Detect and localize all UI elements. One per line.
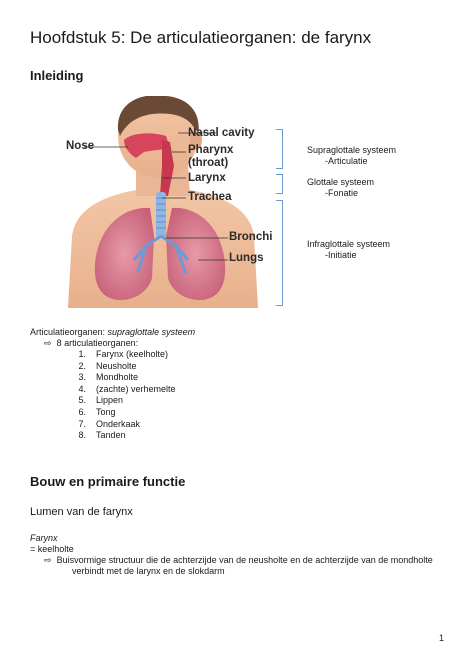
system-function-articulatie: -Articulatie xyxy=(325,156,368,166)
bracket-infraglottal xyxy=(276,200,283,306)
page-number: 1 xyxy=(439,633,445,643)
list-item xyxy=(72,349,176,361)
label-bronchi: Bronchi xyxy=(229,231,273,243)
articulation-organs-line: Articulatieorganen: supraglottale systeem xyxy=(30,327,196,337)
list-item xyxy=(72,372,176,384)
list-item-number: 8. xyxy=(78,430,86,441)
label-nasal-cavity: Nasal cavity xyxy=(188,127,255,139)
label-larynx: Larynx xyxy=(188,172,226,184)
system-name-glottal: Glottale systeem xyxy=(307,177,375,187)
system-function-fonatie: -Fonatie xyxy=(325,188,359,198)
bracket-glottal xyxy=(276,174,283,194)
list-item-number: 6. xyxy=(78,406,86,417)
farynx-description-cont: verbindt met de larynx en de slokdarm xyxy=(72,566,225,576)
list-item-label: Farynx (keelholte) xyxy=(96,349,169,359)
definition-keelholte: = keelholte xyxy=(30,544,74,554)
list-item xyxy=(72,407,176,419)
list-item xyxy=(72,430,176,442)
trachea-shape xyxy=(156,192,166,238)
arrow-right-icon: ⇨ xyxy=(44,338,52,348)
term-farynx: Farynx xyxy=(30,533,58,543)
list-item-number: 4. xyxy=(78,383,86,394)
label-pharynx: Pharynx xyxy=(188,144,234,156)
section-heading-inleiding: Inleiding xyxy=(30,68,84,83)
section-heading-structure: Bouw en primaire functie xyxy=(30,474,186,489)
list-item-label: (zachte) verhemelte xyxy=(96,383,176,394)
list-item-number: 5. xyxy=(78,395,86,406)
list-item-number: 3. xyxy=(78,372,86,383)
system-name-infraglottal: Infraglottale systeem xyxy=(307,239,391,249)
organ-count-line: ⇨ 8 articulatieorganen: xyxy=(44,338,139,348)
system-function-initiatie: -Initiatie xyxy=(325,250,357,260)
list-item-number: 7. xyxy=(78,418,86,429)
label-throat: (throat) xyxy=(188,157,229,169)
subheading-lumen: Lumen van de farynx xyxy=(30,506,133,518)
list-item xyxy=(72,361,176,373)
list-item-label: Neusholte xyxy=(96,360,137,371)
label-lungs: Lungs xyxy=(229,252,264,264)
bracket-supraglottal xyxy=(276,129,283,169)
list-item-number: 1. xyxy=(78,349,86,359)
list-item-label: Tong xyxy=(96,406,116,417)
list-item-label: Tanden xyxy=(96,430,126,441)
list-item-label: Lippen xyxy=(96,395,124,406)
farynx-description: ⇨ Buisvormige structuur die de achterzijde van de neusholte en de achterzijde van de mondholte xyxy=(44,555,433,565)
page-title: Hoofdstuk 5: De articulatieorganen: de farynx xyxy=(30,28,372,47)
label-trachea: Trachea xyxy=(188,191,232,203)
label-nose: Nose xyxy=(66,140,95,152)
list-item xyxy=(72,384,176,396)
arrow-right-icon: ⇨ xyxy=(44,555,52,565)
list-item-label: Mondholte xyxy=(96,372,139,383)
list-item-label: Onderkaak xyxy=(96,418,141,429)
list-item xyxy=(72,419,176,431)
list-item-number: 2. xyxy=(78,360,86,371)
articulation-organs-list xyxy=(72,349,176,442)
list-item xyxy=(72,395,176,407)
system-name-supraglottal: Supraglottale systeem xyxy=(307,145,397,155)
